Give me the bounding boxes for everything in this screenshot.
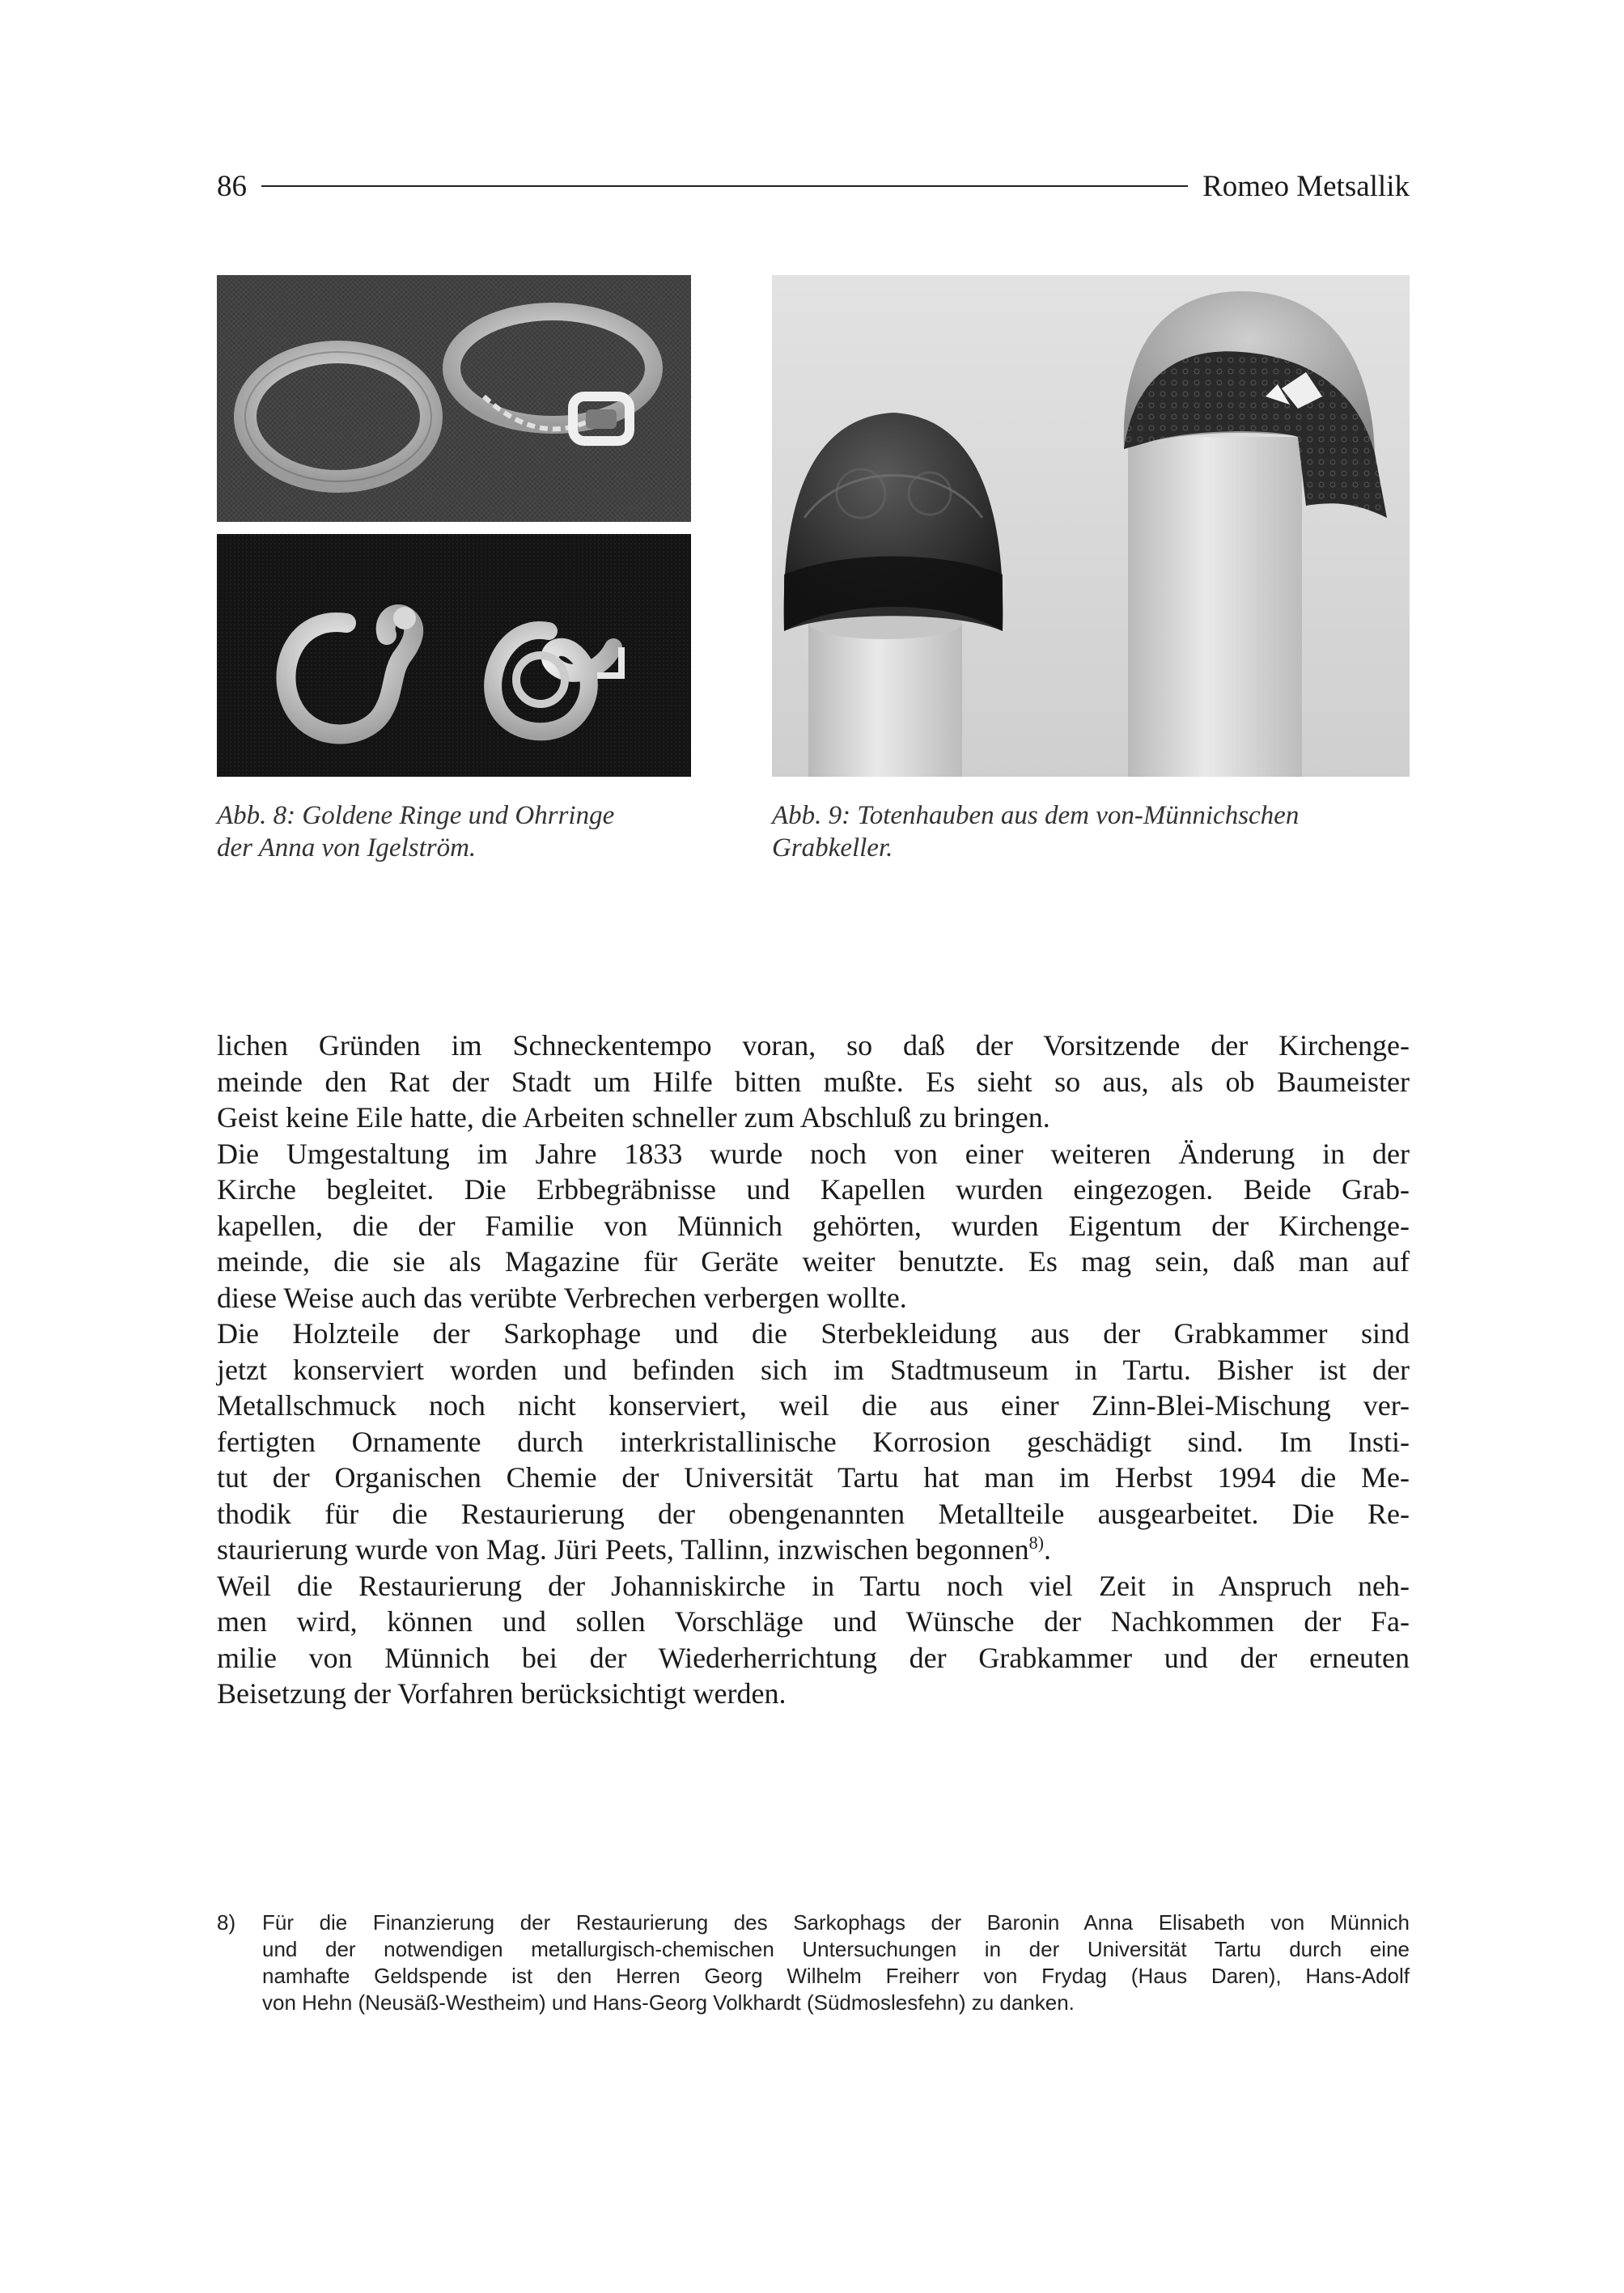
header-rule: [261, 185, 1188, 187]
page-number: 86: [217, 169, 247, 203]
body-line: fertigten Ornamente durch interkristallinische Korrosion geschädigt sind. Im Insti-: [217, 1425, 1410, 1458]
footnote-marker: 8): [217, 1910, 236, 1935]
body-line: Die Umgestaltung im Jahre 1833 wurde noch von einer weiteren Änderung in der: [217, 1137, 1410, 1170]
running-title: Romeo Metsallik: [1202, 169, 1410, 203]
body-line: men wird, können und sollen Vorschläge und Wünsche der Nachkommen der Fa-: [217, 1605, 1410, 1638]
body-line: lichen Gründen im Schneckentempo voran, so daß der Vorsitzende der Kirchenge-: [217, 1029, 1410, 1062]
body-line: milie von Münnich bei der Wiederherrichtung der Grabkammer und der erneuten: [217, 1641, 1410, 1674]
body-line: meinde den Rat der Stadt um Hilfe bitten mußte. Es sieht so aus, als ob Baumeister: [217, 1065, 1410, 1098]
photo-burial-bonnets: [772, 275, 1410, 777]
photo-finger-rings: [217, 275, 691, 522]
figure-9-caption-line: Abb. 9: Totenhauben aus dem von-Münnichschen: [772, 801, 1300, 830]
figure-9-caption-line: Grabkeller.: [772, 833, 893, 863]
body-line-tail: .: [1043, 1533, 1051, 1566]
body-line: kapellen, die der Familie von Münnich gehörten, wurden Eigentum der Kirchenge-: [217, 1209, 1410, 1242]
figure-8-caption-line: der Anna von Igelström.: [217, 833, 477, 863]
body-line: Metallschmuck noch nicht konserviert, weil die aus einer Zinn-Blei-Mischung ver-: [217, 1389, 1410, 1422]
body-line: diese Weise auch das verübte Verbrechen verbergen wollte.: [217, 1281, 907, 1314]
body-line: Beisetzung der Vorfahren berücksichtigt werden.: [217, 1677, 787, 1710]
body-line: thodik für die Restaurierung der obengenannten Metallteile ausgearbeitet. Die Re-: [217, 1497, 1410, 1530]
body-text: [217, 1028, 1410, 1712]
footnote-line: und der notwendigen metallurgisch-chemischen Untersuchungen in der Universität Tartu durch eine: [262, 1937, 1410, 1961]
footnote-text: Für die Finanzierung der Restaurierung des Sarkophags der Baronin Anna Elisabeth von Münnich: [262, 1910, 1410, 1935]
footnote: [217, 1909, 1410, 2016]
body-line: Weil die Restaurierung der Johanniskirche in Tartu noch viel Zeit in Anspruch neh-: [217, 1569, 1410, 1602]
body-line: tut der Organischen Chemie der Universität Tartu hat man im Herbst 1994 die Me-: [217, 1461, 1410, 1494]
page-header: [217, 168, 1410, 204]
body-line: Geist keine Eile hatte, die Arbeiten schneller zum Abschluß zu bringen.: [217, 1101, 1050, 1134]
body-line-with-footnote: [217, 1532, 1410, 1568]
figure-9-caption: [772, 799, 1419, 864]
body-line: meinde, die sie als Magazine für Geräte weiter benutzte. Es mag sein, daß man auf: [217, 1245, 1410, 1278]
footnote-reference[interactable]: 8): [1028, 1532, 1044, 1553]
body-line: jetzt konserviert worden und befinden sich im Stadtmuseum in Tartu. Bisher ist der: [217, 1353, 1410, 1386]
footnote-line: [217, 1909, 1410, 1936]
figure-8-caption: [217, 799, 702, 864]
footnote-line: von Hehn (Neusäß-Westheim) und Hans-Georg Volkhardt (Südmoslesfehn) zu danken.: [262, 1990, 1075, 2015]
figure-8-caption-line: Abb. 8: Goldene Ringe und Ohrringe: [217, 801, 615, 830]
footnote-line: namhafte Geldspende ist den Herren Georg Wilhelm Freiherr von Frydag (Haus Daren), Hans-Adolf: [262, 1964, 1410, 1988]
body-line-text: staurierung wurde von Mag. Jüri Peets, Tallinn, inzwischen begonnen: [217, 1533, 1029, 1566]
body-line: Kirche begleitet. Die Erbbegräbnisse und Kapellen wurden eingezogen. Beide Grab-: [217, 1173, 1410, 1206]
body-line: Die Holzteile der Sarkophage und die Sterbekleidung aus der Grabkammer sind: [217, 1317, 1410, 1350]
photo-earrings: [217, 534, 691, 777]
